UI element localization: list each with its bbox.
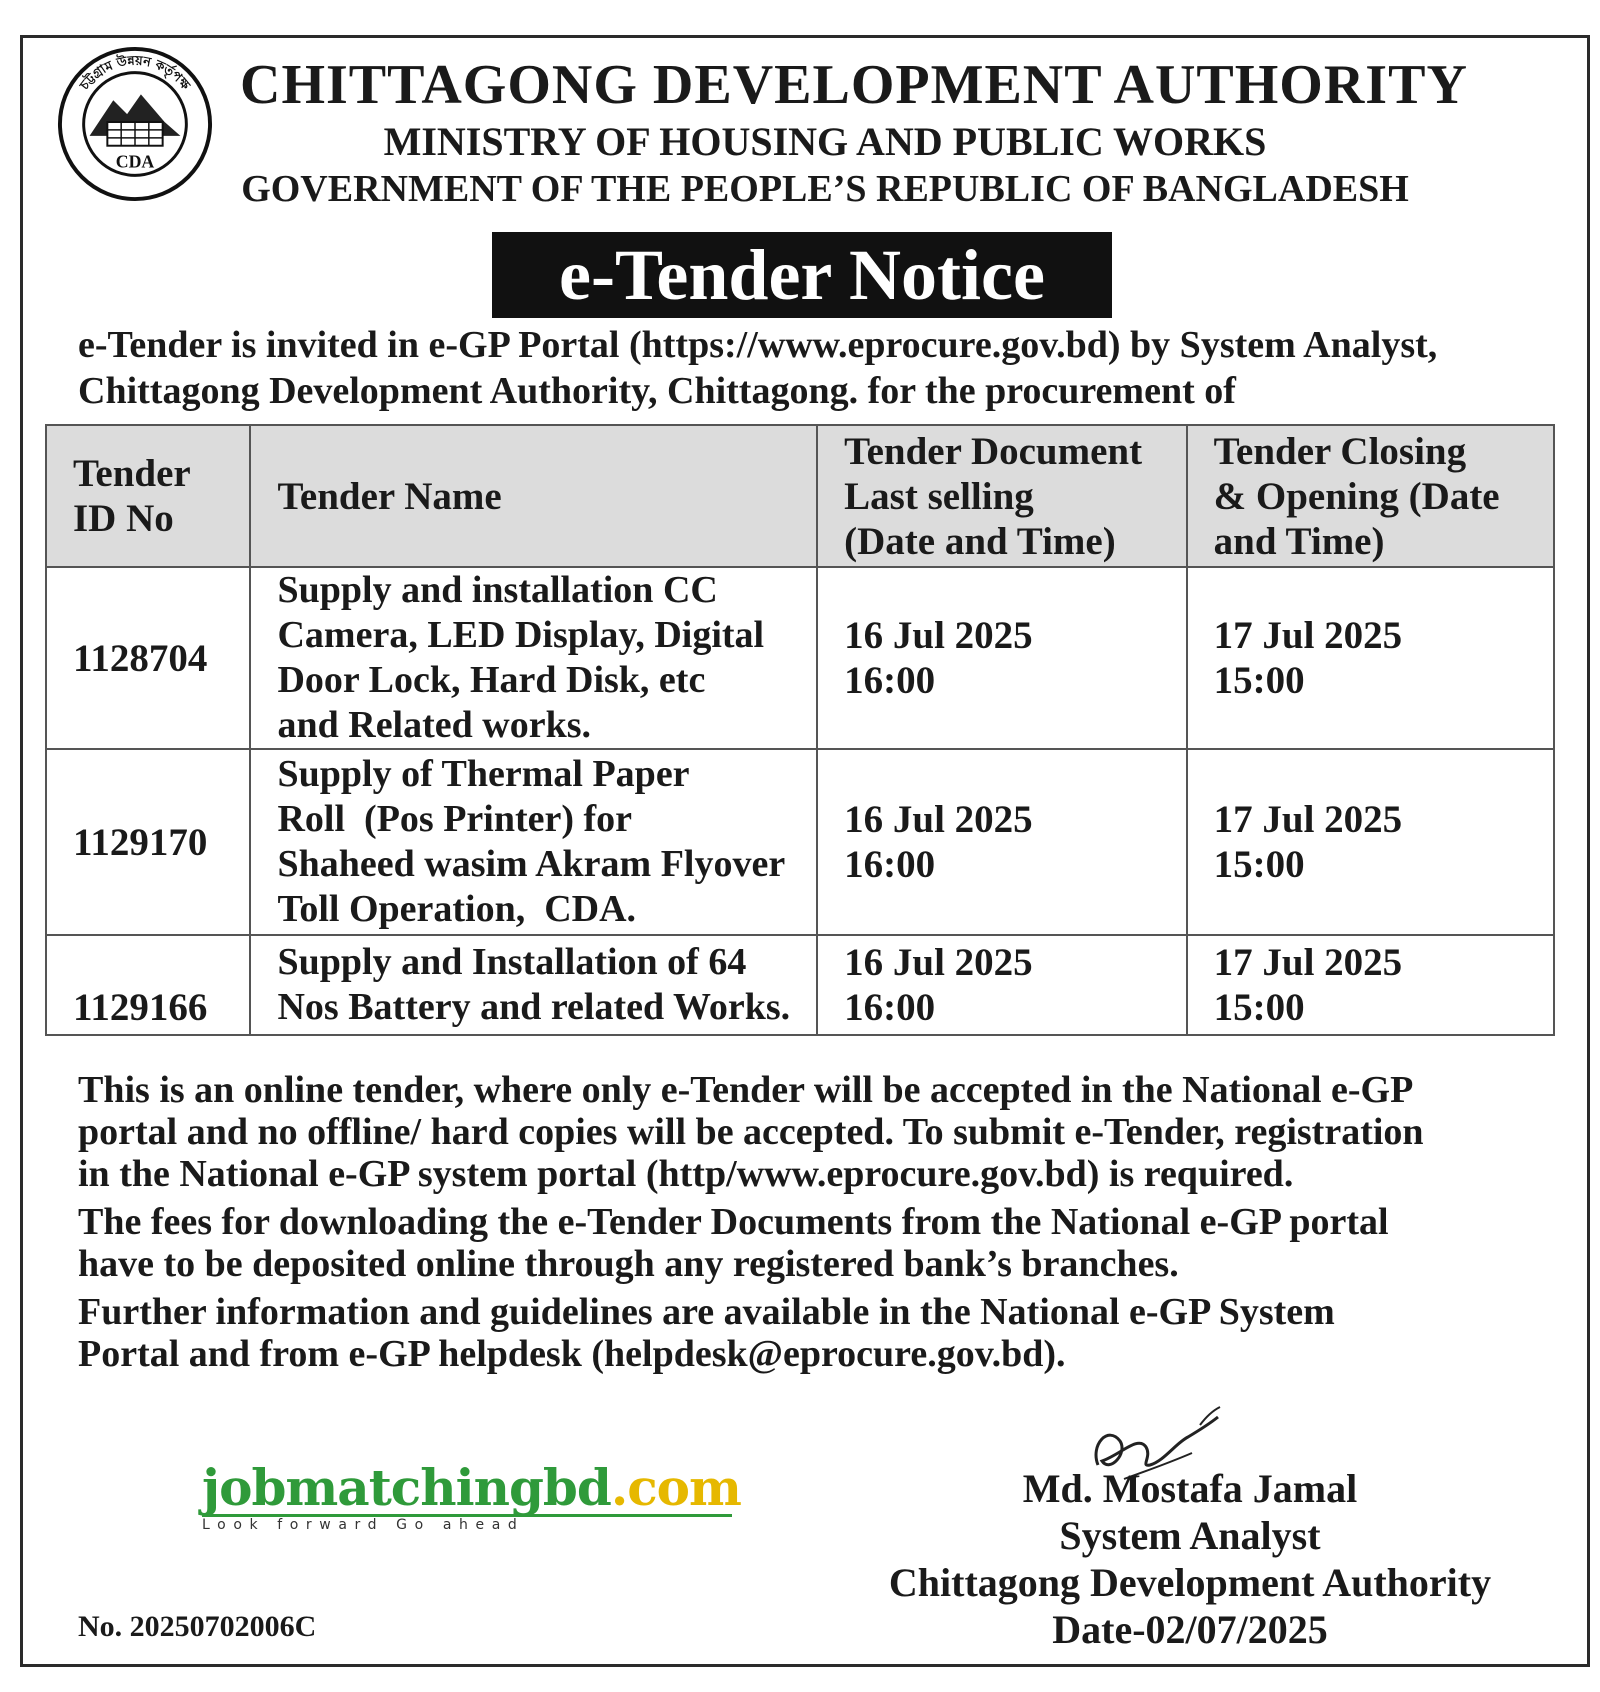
tender-name: Supply and installation CC Camera, LED Display, Digital Door Lock, Hard Disk, etc and Related works. xyxy=(250,567,817,749)
intro-text xyxy=(78,322,1548,414)
signatory-block xyxy=(840,1465,1540,1653)
table-header-row xyxy=(46,425,1554,567)
intro-line: e-Tender is invited in e-GP Portal (https://www.eprocure.gov.bd) by System Analyst, xyxy=(78,324,1438,366)
header-last-selling: Tender Document Last selling (Date and Time) xyxy=(817,425,1186,567)
intro-line: Chittagong Development Authority, Chittagong. for the procurement of xyxy=(78,370,1236,412)
table-row xyxy=(46,567,1554,749)
svg-text:চট্টগ্রাম উন্নয়ন কর্তৃপক্ষ: চট্টগ্রাম উন্নয়ন কর্তৃপক্ষ xyxy=(77,53,193,93)
last-selling-datetime: 16 Jul 2025 16:00 xyxy=(817,567,1186,749)
closing-datetime: 17 Jul 2025 15:00 xyxy=(1187,935,1554,1035)
watermark-logo xyxy=(202,1460,742,1533)
header-closing-opening: Tender Closing & Opening (Date and Time) xyxy=(1187,425,1554,567)
table-row xyxy=(46,749,1554,935)
notice-title: e-Tender Notice xyxy=(492,232,1112,318)
tender-name: Supply and Installation of 64 Nos Battery and related Works. xyxy=(250,935,817,1035)
closing-datetime: 17 Jul 2025 15:00 xyxy=(1187,749,1554,935)
notice-date: Date-02/07/2025 xyxy=(1052,1607,1328,1652)
signatory-designation: System Analyst xyxy=(1059,1513,1321,1558)
tender-id: 1129166 xyxy=(46,935,250,1035)
header-tender-name: Tender Name xyxy=(250,425,817,567)
last-selling-datetime: 16 Jul 2025 16:00 xyxy=(817,749,1186,935)
letterhead xyxy=(240,52,1468,212)
tender-name: Supply of Thermal Paper Roll (Pos Printer) for Shaheed wasim Akram Flyover Toll Operation, CDA. xyxy=(250,749,817,935)
table-row xyxy=(46,935,1554,1035)
seal-cda-text: CDA xyxy=(115,151,155,172)
org-name: CHITTAGONG DEVELOPMENT AUTHORITY xyxy=(240,54,1468,116)
cda-seal-logo xyxy=(56,45,214,203)
tender-id: 1129170 xyxy=(46,749,250,935)
watermark-tagline: Look forward Go ahead xyxy=(202,1517,525,1533)
notice-body: This is an online tender, where only e-Tender will be accepted in the National e-GP portal and no offline/ hard copies will be accepted. To submit e-Tender, registration in the National e-GP system portal (http/www.eprocure.gov.bd) is required. The fees for downloading the e-Tender Documents from the National e-GP portal have to be deposited online through any registered bank’s branches. Further information and guidelines are available in the National e-GP System Portal and from e-GP helpdesk (helpdesk@eprocure.gov.bd). xyxy=(78,1069,1424,1375)
header-tender-id: Tender ID No xyxy=(46,425,250,567)
reference-number: No. 20250702006C xyxy=(78,1610,317,1643)
watermark-site: jobmatchingbd xyxy=(202,1458,611,1517)
closing-datetime: 17 Jul 2025 15:00 xyxy=(1187,567,1554,749)
watermark-domain: .com xyxy=(610,1458,741,1517)
government-name: GOVERNMENT OF THE PEOPLE’S REPUBLIC OF BANGLADESH xyxy=(241,168,1409,210)
tender-table xyxy=(45,424,1555,1036)
signatory-name: Md. Mostafa Jamal xyxy=(1022,1466,1358,1511)
signatory-organization: Chittagong Development Authority xyxy=(888,1560,1492,1605)
tender-id: 1128704 xyxy=(46,567,250,749)
ministry-name: MINISTRY OF HOUSING AND PUBLIC WORKS xyxy=(383,119,1267,164)
last-selling-datetime: 16 Jul 2025 16:00 xyxy=(817,935,1186,1035)
